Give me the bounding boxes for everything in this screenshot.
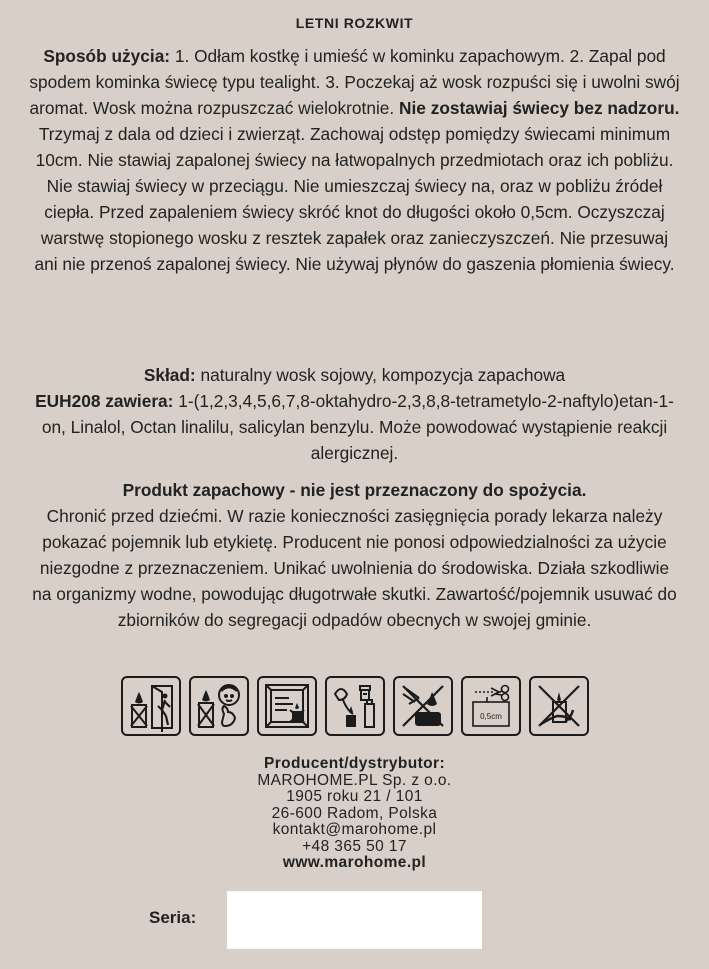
seria-label: Seria: [149,908,197,927]
usage-label: Sposób użycia: [43,46,171,66]
do-not-extinguish-with-liquid-icon [393,676,453,736]
composition-label: Skład: [143,365,196,385]
producer-heading: Producent/dystrybutor: [263,755,446,772]
producer-website: www.marohome.pl [282,854,427,871]
safety-text: Trzymaj z dala od dzieci i zwierząt. Zachowaj odstęp pomiędzy świecami minimum 10cm. Nie stawiaj zapalonej świecy na łatwopalnych przedmiotach oraz ich pobliżu. Nie stawiaj świecy w przeciągu. Nie umieszczaj świecy na, oraz w pobliżu źródeł ciepła. Przed zapaleniem świecy skróć knot do długości około 0,5cm. Oczyszczaj warstwę stopionego wosku z resztek zapałek oraz zanieczyszczeń. Nie przesuwaj ani nie przenoś zapalonej świecy. Nie używaj płynów do gaszenia płomienia świecy. [34,124,675,274]
warning-section [28,477,681,633]
euh-text: 1-(1,2,3,4,5,6,7,8-oktahydro-2,3,8,8-tetrametylo-2-naftylo)etan-1-on, Linalol, Octan linalilu, salicylan benzylu. Może powodować wystąpienie reakcji alergicznej. [41,391,674,463]
safety-icons-row [0,676,709,738]
usage-text: 1. Odłam kostkę i umieść w kominku zapachowym. 2. Zapal pod spodem kominka świecę typu tealight. 3. Poczekaj aż wosk rozpuści się i uwolni swój aromat. Wosk można rozpuszczać wielokrotnie. [29,46,680,118]
keep-away-from-children-and-pets-icon [189,676,249,736]
composition-section [28,362,681,466]
producer-phone: +48 365 50 17 [302,837,407,855]
usage-instructions [28,43,681,277]
euh-label: EUH208 zawiera: [35,391,174,411]
producer-address-line-1: 1905 roku 21 / 101 [286,788,423,805]
warning-bold: Produkt zapachowy - nie jest przeznaczony do spożycia. [122,480,587,500]
never-leave-burning-candle-icon [121,676,181,736]
keep-away-from-flammable-icon [325,676,385,736]
producer-info [0,756,709,872]
trim-wick-0-5cm-icon [461,676,521,736]
producer-email: kontakt@marohome.pl [272,821,437,838]
warning-text: Chronić przed dziećmi. W razie konieczności zasięgnięcia porady lekarza należy pokazać pojemnik lub etykietę. Producent nie ponosi odpowiedzialności za użycie niezgodne z przeznaczeniem. Unikać uwolnienia do środowiska. Działa szkodliwie na organizmy wodne, powodując długotrwałe skutki. Zawartość/pojemnik usuwać do zbiorników do segregacji odpadów obecnych w swojej gminie. [32,506,677,630]
seria-box [227,891,482,949]
product-title: LETNI ROZKWIT [295,15,414,31]
usage-bold-warning: Nie zostawiaj świecy bez nadzoru. [399,98,680,118]
do-not-move-burning-candle-icon [529,676,589,736]
producer-company: MAROHOME.PL Sp. z o.o. [257,771,452,789]
composition-text: naturalny wosk sojowy, kompozycja zapachowa [195,365,566,385]
producer-address-line-2: 26-600 Radom, Polska [271,804,438,822]
keep-away-from-draft-icon [257,676,317,736]
wick-length-label: 0,5cm [479,712,502,721]
